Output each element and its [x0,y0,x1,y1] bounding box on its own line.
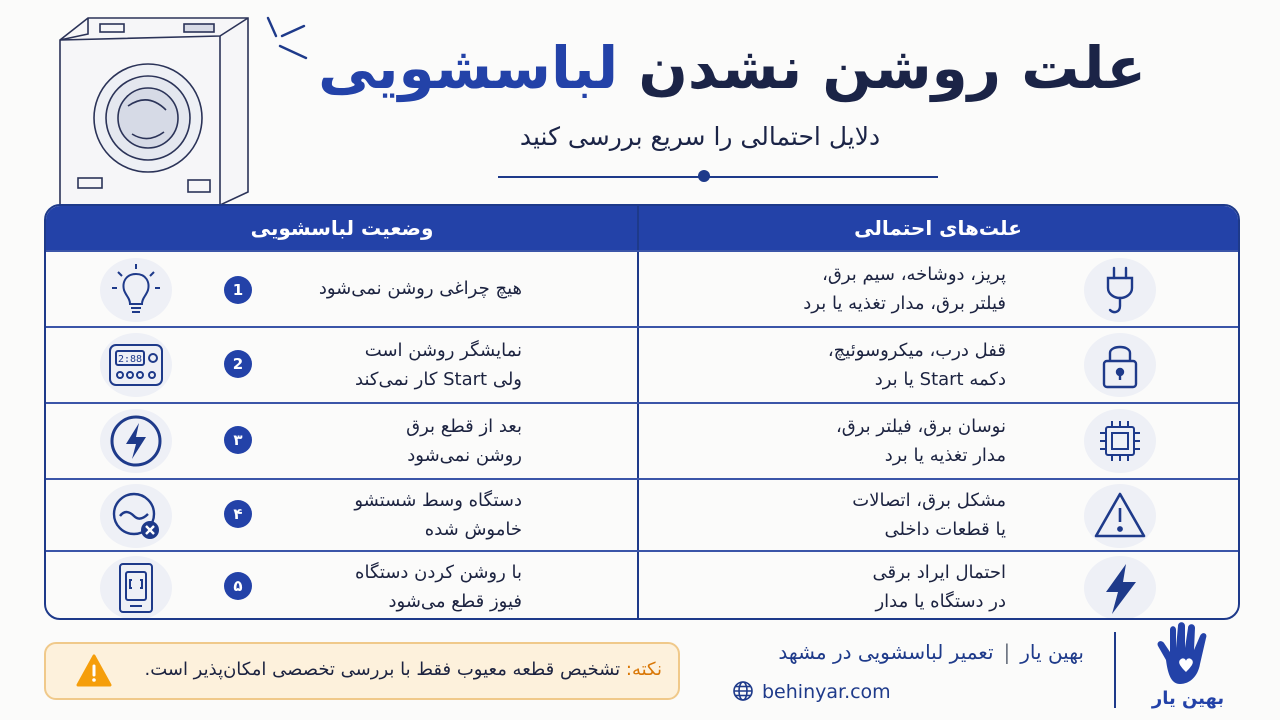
globe-icon [732,680,754,702]
cause-line-2: فیلتر برق، مدار تغذیه یا برد [803,293,1006,314]
status-text [262,336,522,394]
table-row [46,326,1238,402]
row-number-badge: ۴ [224,500,252,528]
row-number-badge: ۳ [224,426,252,454]
cause-line-1: قفل درب، میکروسوئیچ، [827,340,1006,361]
subtitle-divider [498,176,938,178]
footer-url[interactable] [732,680,891,703]
status-line-2: فیوز قطع می‌شود [388,591,522,612]
footer-brand: بهین یار [1020,640,1084,664]
cause-line-1: پریز، دوشاخه، سیم برق، [822,264,1006,285]
warning-triangle-icon [1084,484,1156,548]
footer-service: تعمیر لباسشویی در مشهد [778,640,994,664]
causes-table [44,204,1240,620]
lightbulb-icon [100,258,172,322]
page-subtitle: دلایل احتمالی را سریع بررسی کنید [519,122,881,151]
table-header [46,206,1238,250]
cause-line-2: یا قطعات داخلی [884,519,1006,540]
status-line-1: هیچ چراغی روشن نمی‌شود [318,278,522,299]
table-row [46,478,1238,550]
plug-icon [1084,258,1156,322]
status-text [262,412,522,470]
padlock-icon [1084,333,1156,397]
table-row [46,550,1238,620]
note-text [144,659,662,680]
title-main: علت روشن نشدن [618,34,1146,102]
cause-line-1: نوسان برق، فیلتر برق، [835,416,1006,437]
header-status: وضعیت لباسشویی [250,216,434,240]
cause-line-1: احتمال ایراد برقی [872,562,1006,583]
fuse-box-icon [100,556,172,620]
note-body: تشخیص قطعه معیوب فقط با بررسی تخصصی امکان‌پذیر است. [144,659,626,680]
cycle-stopped-icon [100,484,172,548]
footer-brand-line [778,640,1084,664]
table-row [46,250,1238,326]
display-readout: 2:88 [118,354,143,365]
cause-line-1: مشکل برق، اتصالات [852,490,1006,511]
status-text [262,274,522,303]
status-line-1: دستگاه وسط شستشو [354,490,522,511]
cause-text [706,486,1006,544]
status-line-2: ولی Start کار نمی‌کند [355,369,522,390]
hand-heart-logo-icon [1148,620,1228,690]
row-number-badge: 2 [224,350,252,378]
status-line-1: با روشن کردن دستگاه [355,562,522,583]
row-number-badge: ۵ [224,572,252,600]
cause-text [706,336,1006,394]
title-accent: لباسشویی [318,34,619,102]
table-row [46,402,1238,478]
spark-lines-icon [260,12,310,68]
cause-text [706,558,1006,616]
display-panel-icon [100,333,172,397]
lightning-circle-icon [100,409,172,473]
header-causes: علت‌های احتمالی [854,216,1022,240]
cause-text [706,260,1006,318]
row-number-badge: 1 [224,276,252,304]
note-label: نکته: [625,659,662,680]
cause-line-2: مدار تغذیه یا برد [884,445,1006,466]
cause-text [706,412,1006,470]
page-title [312,28,1152,108]
status-text [262,558,522,616]
status-line-1: نمایشگر روشن است [364,340,522,361]
footer-divider [1114,632,1116,708]
washing-machine-illustration [48,10,268,210]
chip-icon [1084,409,1156,473]
status-line-2: خاموش شده [424,519,522,540]
status-line-2: روشن نمی‌شود [407,445,522,466]
footer-url-text: behinyar.com [762,681,891,703]
subtitle-divider-dot [698,170,710,182]
cause-line-2: دکمه Start یا برد [874,369,1006,390]
note-box [44,642,680,700]
warning-icon [76,654,112,688]
cause-line-2: در دستگاه یا مدار [875,591,1006,612]
brand-logo [1138,620,1238,716]
footer-separator: | [1003,640,1011,664]
status-text [262,486,522,544]
lightning-icon [1084,556,1156,620]
logo-text: بهین یار [1151,688,1225,709]
status-line-1: بعد از قطع برق [406,416,522,437]
